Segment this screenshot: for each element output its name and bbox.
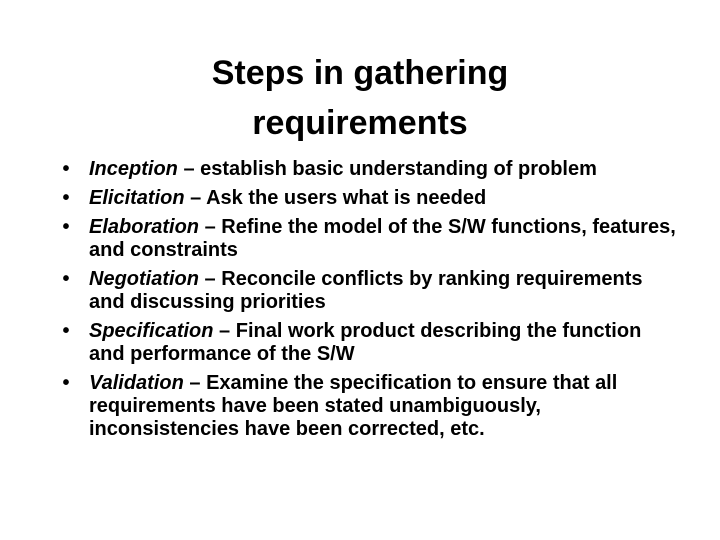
term-description: Reconcile conflicts by ranking requirements and discussing priorities: [89, 268, 643, 313]
term-label: Elicitation: [89, 187, 185, 209]
term-label: Validation: [89, 372, 184, 394]
list-item-specification: [56, 320, 676, 366]
bullet-dot-icon: •: [62, 216, 70, 238]
term-description: Ask the users what is needed: [206, 187, 487, 209]
title-line-1: Steps in gathering: [211, 54, 509, 92]
list-item-negotiation: [56, 268, 676, 314]
bullet-list: [56, 158, 676, 447]
term-separator: –: [199, 268, 222, 290]
bullet-dot-icon: •: [62, 158, 70, 180]
bullet-dot-icon: •: [62, 187, 70, 209]
list-item-inception: [56, 158, 676, 181]
term-separator: –: [177, 158, 201, 180]
bullet-dot-icon: •: [62, 268, 70, 290]
slide-title: [150, 48, 570, 148]
list-item-elaboration: [56, 216, 676, 262]
term-description: establish basic understanding of problem: [200, 158, 597, 180]
term-description: Examine the specification to ensure that all requirements have been stated unambiguously, inconsistencies have been corrected, etc.: [89, 372, 618, 440]
term-label: Elaboration: [89, 216, 200, 238]
term-separator: –: [183, 372, 207, 394]
term-separator: –: [184, 187, 207, 209]
term-label: Specification: [89, 320, 214, 342]
term-label: Inception: [89, 158, 178, 180]
term-label: Negotiation: [89, 268, 199, 290]
list-item-elicitation: [56, 187, 676, 210]
term-separator: –: [199, 216, 222, 238]
term-description: Final work product describing the function and performance of the S/W: [89, 320, 642, 365]
term-description: Refine the model of the S/W functions, features, and constraints: [89, 216, 676, 261]
bullet-dot-icon: •: [62, 372, 70, 394]
title-line-2: requirements: [252, 104, 468, 142]
term-separator: –: [213, 320, 236, 342]
list-item-validation: [56, 372, 676, 441]
bullet-dot-icon: •: [62, 320, 70, 342]
